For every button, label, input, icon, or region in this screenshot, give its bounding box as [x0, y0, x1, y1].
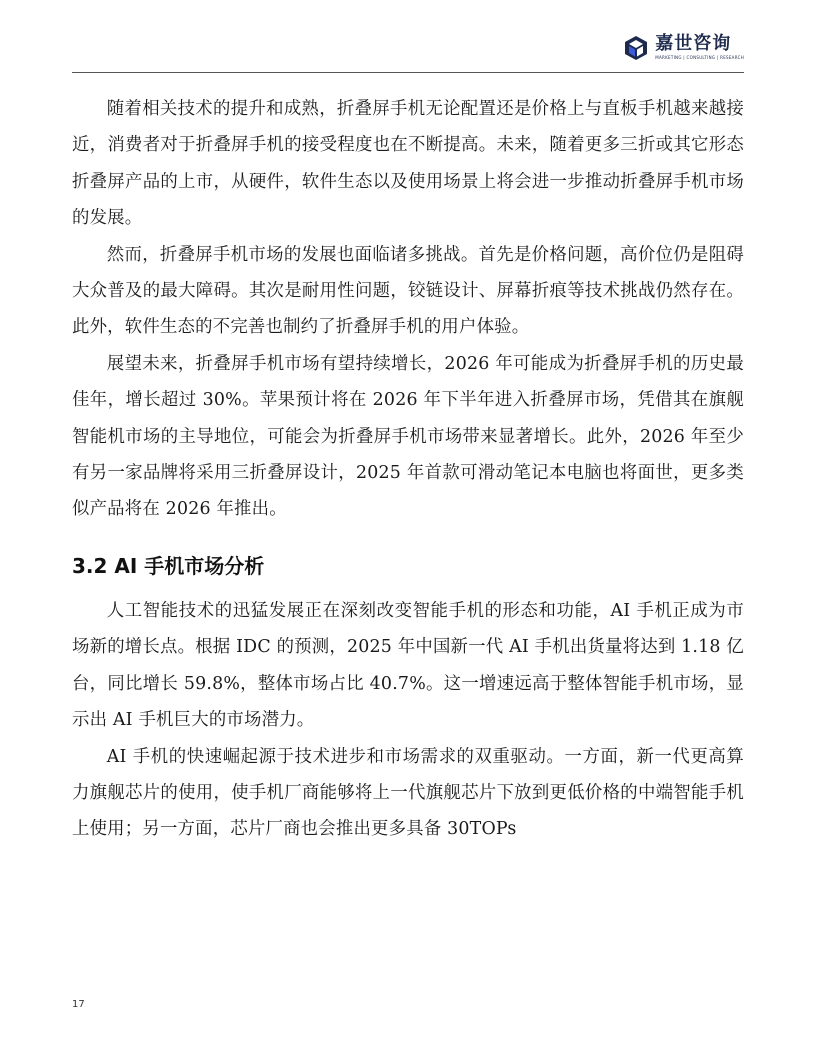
hexagon-cube-icon — [623, 35, 649, 61]
paragraph: 然而，折叠屏手机市场的发展也面临诸多挑战。首先是价格问题，高价位仍是阻碍大众普及的最大障碍。其次是耐用性问题，铰链设计、屏幕折痕等技术挑战仍然存在。此外，软件生态的不完善也制约了折叠屏手机的用户体验。 — [72, 244, 744, 338]
paragraph: AI 手机的快速崛起源于技术进步和市场需求的双重驱动。一方面，新一代更高算力旗舰芯片的使用，使手机厂商能够将上一代旗舰芯片下放到更低价格的中端智能手机上使用；另一方面，芯片厂商也会推出更多具备 30TOPs — [72, 746, 744, 840]
paragraph: 人工智能技术的迅猛发展正在深刻改变智能手机的形态和功能，AI 手机正成为市场新的增长点。根据 IDC 的预测，2025 年中国新一代 AI 手机出货量将达到 1.18 亿台，同比增长 59.8%，整体市场占比 40.7%。这一增速远高于整体智能手机市场，显示出 AI 手机巨大的市场潜力。 — [72, 600, 744, 731]
logo-tagline: MARKETING | CONSULTING | RESEARCH — [655, 55, 744, 60]
page-content — [72, 91, 744, 848]
company-logo — [623, 34, 744, 61]
section-heading: 3.2 AI 手机市场分析 — [72, 553, 265, 578]
paragraph: 展望未来，折叠屏手机市场有望持续增长，2026 年可能成为折叠屏手机的历史最佳年，增长超过 30%。苹果预计将在 2026 年下半年进入折叠屏市场，凭借其在旗舰智能机市场的主导地位，可能会为折叠屏手机市场带来显著增长。此外，2026 年至少有另一家品牌将采用三折叠屏设计，2025 年首款可滑动笔记本电脑也将面世，更多类似产品将在 2026 年推出。 — [72, 353, 744, 520]
page-number: 17 — [72, 999, 85, 1010]
page-header — [72, 30, 744, 73]
paragraph: 随着相关技术的提升和成熟，折叠屏手机无论配置还是价格上与直板手机越来越接近，消费者对于折叠屏手机的接受程度也在不断提高。未来，随着更多三折或其它形态折叠屏产品的上市，从硬件，软件生态以及使用场景上将会进一步推动折叠屏手机市场的发展。 — [72, 99, 744, 229]
logo-name: 嘉世咨询 — [655, 33, 732, 54]
